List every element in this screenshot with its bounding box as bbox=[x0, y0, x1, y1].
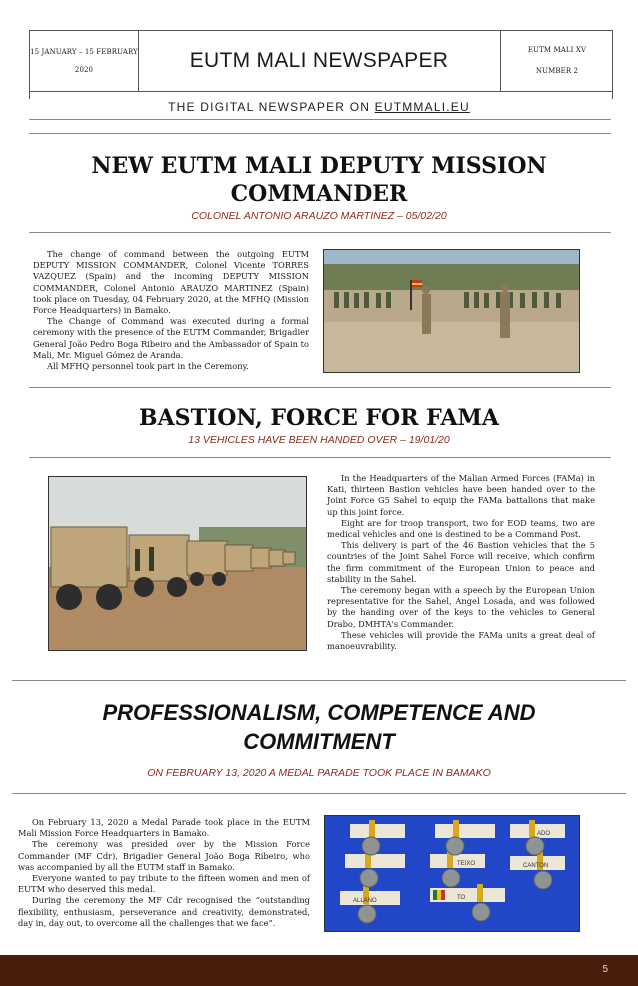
medal-card-label: ALLANO bbox=[353, 898, 377, 904]
paragraph: On February 13, 2020 a Medal Parade took place in the EUTM Mali Mission Force Headquarters in Bamako. bbox=[18, 817, 310, 839]
paragraph: The ceremony began with a speech by the European Union representative for the Sahel, Angel Losada, and was followed by the handing over of the keys to the vehicles to General Drabo, DMHTA's Commander. bbox=[327, 585, 595, 629]
divider bbox=[12, 680, 626, 681]
article1-headline bbox=[0, 152, 638, 208]
medal-parade-photo bbox=[324, 815, 580, 932]
headline-line: PROFESSIONALISM, COMPETENCE AND bbox=[102, 700, 536, 725]
headline-line: NEW EUTM MALI DEPUTY MISSION bbox=[91, 153, 547, 179]
medal-card-label: TO bbox=[457, 895, 466, 901]
article3-body bbox=[18, 817, 310, 929]
paragraph: These vehicles will provide the FAMa units a great deal of manoeuvrability. bbox=[327, 629, 595, 652]
paragraph: The ceremony was presided over by the Mission Force Commander (MF Cdr), Brigadier General João Boga Ribeiro, who was accompanied by all the EUTM staff in Bamako. bbox=[18, 839, 310, 872]
paragraph: In the Headquarters of the Malian Armed Forces (FAMa) in Kati, thirteen Bastion vehicles have been handed over to the Joint Force G5 Sahel to equip the FAMa battalions that make up this joint force. bbox=[327, 473, 595, 517]
headline-line: COMMANDER bbox=[230, 181, 408, 207]
issue-number: NUMBER 2 bbox=[535, 67, 579, 75]
paragraph: Eight are for troop transport, two for EOD teams, two are medical vehicles and one is destined to be a Command Post. bbox=[327, 517, 595, 540]
masthead-edition-box bbox=[500, 31, 613, 91]
divider bbox=[29, 119, 611, 120]
paragraph: Everyone wanted to pay tribute to the fifteen women and men of EUTM who deserved this medal. bbox=[18, 873, 310, 895]
divider bbox=[29, 232, 611, 233]
paragraph: This delivery is part of the 46 Bastion vehicles that the 5 countries of the Joint Sahel Force will receive, which confirm the firm commitment of the European Union to peace and stability in the Sahel. bbox=[327, 540, 595, 584]
bastion-vehicles-photo bbox=[48, 476, 307, 651]
change-of-command-image bbox=[324, 250, 579, 372]
masthead-underline bbox=[29, 90, 613, 99]
divider bbox=[29, 387, 611, 388]
masthead bbox=[29, 30, 613, 92]
paragraph: During the ceremony the MF Cdr recognised the “outstanding flexibility, enthusiasm, perseverance and creativity, demonstrated, day in, day out, to overcome all the challenges that we face”. bbox=[18, 895, 310, 928]
masthead-title-box bbox=[138, 31, 500, 91]
date-range: 15 JANUARY – 15 FEBRUARY bbox=[30, 48, 138, 56]
year: 2020 bbox=[74, 66, 94, 74]
divider bbox=[29, 133, 611, 134]
masthead-date-box bbox=[30, 31, 139, 91]
page-number: 5 bbox=[602, 964, 608, 975]
edition: EUTM MALI XV bbox=[527, 46, 587, 54]
paragraph: The Change of Command was executed during a formal ceremony with the presence of the EUTM Commander, Brigadier General João Pedro Boga Ribeiro and the Ambassador of Spain to Mali, Mr. Miguel Gómez de Aranda. bbox=[33, 316, 309, 360]
article2-kicker: 13 VEHICLES HAVE BEEN HANDED OVER – 19/01/20 bbox=[188, 434, 450, 446]
small-flag bbox=[433, 890, 445, 900]
page-footer bbox=[0, 955, 638, 986]
change-of-command-photo bbox=[323, 249, 580, 373]
article3-headline bbox=[0, 698, 638, 756]
bastion-vehicles-image bbox=[49, 477, 306, 650]
divider bbox=[12, 793, 626, 794]
divider bbox=[29, 457, 611, 458]
paragraph: The change of command between the outgoing EUTM DEPUTY MISSION COMMANDER, Colonel Vicente TORRES VAZQUEZ (Spain) and the incoming DEPUTY MISSION COMMANDER, Colonel Antonio ARAUZO MARTINEZ (Spain) took place on Tuesday, 04 February 2020, at the MFHQ (Mission Force Headquarters) in Bamako. bbox=[33, 249, 309, 316]
medals-image bbox=[325, 816, 579, 931]
paragraph: All MFHQ personnel took part in the Ceremony. bbox=[47, 361, 249, 372]
medal-card-label: TEIXO bbox=[457, 861, 476, 867]
medal-card-label: CANTON bbox=[523, 863, 549, 869]
newspaper-title: EUTM MALI NEWSPAPER bbox=[189, 49, 449, 72]
article2-headline: BASTION, FORCE FOR FAMA bbox=[139, 405, 499, 431]
article2-body bbox=[327, 473, 595, 652]
tagline bbox=[0, 100, 638, 114]
article1-body bbox=[33, 249, 309, 372]
headline-line: COMMITMENT bbox=[243, 729, 395, 754]
article1-kicker: COLONEL ANTONIO ARAUZO MARTINEZ – 05/02/20 bbox=[191, 210, 447, 222]
article3-kicker: ON FEBRUARY 13, 2020 A MEDAL PARADE TOOK PLACE IN BAMAKO bbox=[147, 767, 491, 779]
medal-card-label: ADO bbox=[537, 831, 551, 837]
tagline-prefix: THE DIGITAL NEWSPAPER ON bbox=[168, 100, 375, 114]
website-link[interactable]: EUTMMALI.EU bbox=[374, 100, 470, 114]
